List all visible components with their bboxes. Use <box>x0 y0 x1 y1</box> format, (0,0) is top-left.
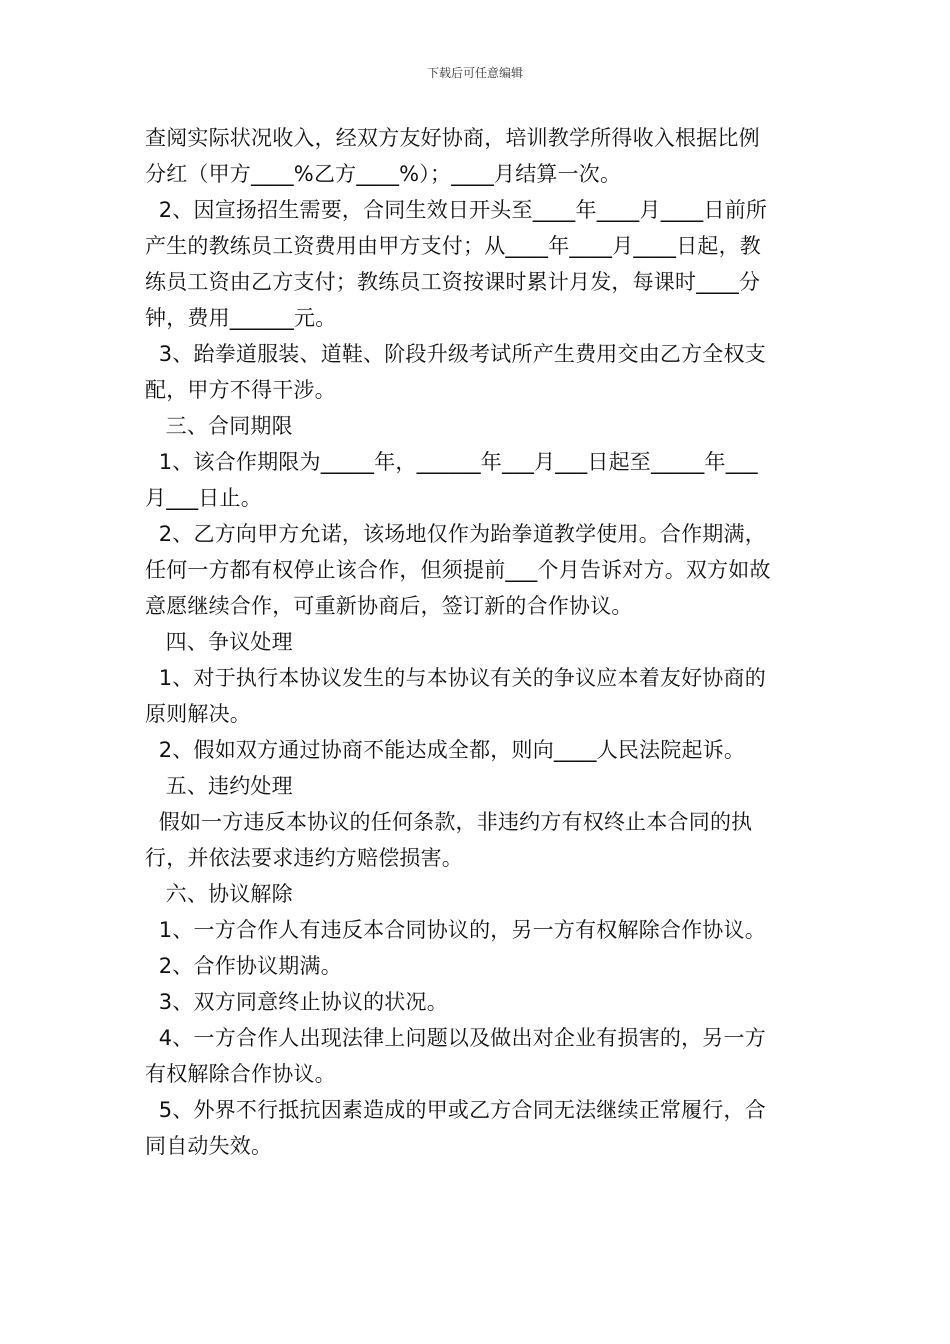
text-line: 假如一方违反本协议的任何条款，非违约方有权终止本合同的执 <box>145 810 753 834</box>
section-heading: 四、争议处理 <box>145 630 293 654</box>
text-line: 查阅实际状况收入，经双方友好协商，培训教学所得收入根据比例 <box>145 126 760 150</box>
section-heading: 五、违约处理 <box>145 774 293 798</box>
text-line: 行，并依法要求违约方赔偿损害。 <box>145 846 463 870</box>
text-line: 3、跆拳道服装、道鞋、阶段升级考试所产生费用交由乙方全权支 <box>145 342 766 366</box>
text-line: 1、一方合作人有违反本合同协议的，另一方有权解除合作协议。 <box>145 918 766 942</box>
text-line: 1、对于执行本协议发生的与本协议有关的争议应本着友好协商的 <box>145 666 766 690</box>
text-line: 2、因宣扬招生需要，合同生效日开头至____年____月____日前所 <box>145 198 768 222</box>
page-header: 下载后可任意编辑 <box>426 66 523 80</box>
text-line: 4、一方合作人出现法律上问题以及做出对企业有损害的，另一方 <box>145 1026 766 1050</box>
text-line: 同自动失效。 <box>145 1134 273 1158</box>
text-line: 任何一方都有权停止该合作，但须提前___个月告诉对方。双方如故 <box>145 558 771 582</box>
text-line: 有权解除合作协议。 <box>145 1062 336 1086</box>
text-line: 2、乙方向甲方允诺，该场地仅作为跆拳道教学使用。合作期满， <box>145 522 766 546</box>
section-heading: 三、合同期限 <box>145 414 293 438</box>
section-heading: 六、协议解除 <box>145 882 293 906</box>
text-line: 2、假如双方通过协商不能达成全都，则向____人民法院起诉。 <box>145 738 746 762</box>
document-body <box>145 120 810 1164</box>
text-line: 月___日止。 <box>145 486 262 510</box>
text-line: 分红（甲方____%乙方____%）；____月结算一次。 <box>145 162 622 186</box>
text-line: 意愿继续合作，可重新协商后，签订新的合作协议。 <box>145 594 633 618</box>
text-line: 原则解决。 <box>145 702 251 726</box>
text-line: 5、外界不行抵抗因素造成的甲或乙方合同无法继续正常履行，合 <box>145 1098 766 1122</box>
text-line: 配，甲方不得干涉。 <box>145 378 336 402</box>
text-line: 练员工资由乙方支付；教练员工资按课时累计月发，每课时____分 <box>145 270 761 294</box>
text-line: 1、该合作期限为_____年，______年___月___日起至_____年___ <box>145 450 758 474</box>
text-line: 钟，费用______元。 <box>145 306 337 330</box>
text-line: 产生的教练员工资费用由甲方支付；从____年____月____日起，教 <box>145 234 761 258</box>
text-line: 2、合作协议期满。 <box>145 954 342 978</box>
text-line: 3、双方同意终止协议的状况。 <box>145 990 448 1014</box>
